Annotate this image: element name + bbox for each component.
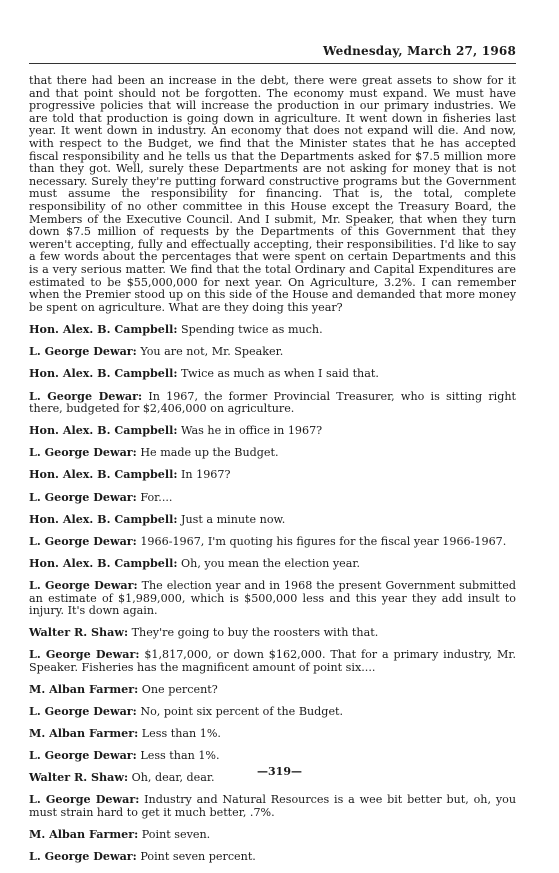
speaker-name: M. Alban Farmer: bbox=[29, 828, 139, 842]
speech-paragraph bbox=[29, 829, 516, 842]
speech-text: Spending twice as much. bbox=[181, 323, 323, 337]
speech-paragraph bbox=[29, 492, 516, 505]
speech-text: Less than 1%. bbox=[141, 727, 221, 741]
page-number: —319— bbox=[257, 765, 302, 778]
speaker-name: Hon. Alex. B. Campbell: bbox=[29, 424, 178, 438]
speaker-name: Walter R. Shaw: bbox=[29, 771, 129, 785]
speech-text: Industry and Natural Resources is a wee bit better but, oh, you must strain hard to get it much better, .7%. bbox=[29, 793, 517, 820]
speech-text: Point seven percent. bbox=[140, 850, 256, 864]
speaker-name: Hon. Alex. B. Campbell: bbox=[29, 556, 178, 570]
speaker-name: Hon. Alex. B. Campbell: bbox=[29, 468, 178, 482]
speech-text: 1966-1967, I'm quoting his figures for the fiscal year 1966-1967. bbox=[140, 534, 507, 548]
speech-paragraph bbox=[29, 391, 516, 416]
speech-paragraph bbox=[29, 536, 516, 549]
speech-text: In 1967? bbox=[181, 468, 231, 482]
running-header-date: Wednesday, March 27, 1968 bbox=[322, 44, 516, 58]
speech-text: Oh, you mean the election year. bbox=[181, 556, 361, 570]
transcript-body bbox=[29, 75, 516, 873]
speech-text: They're going to buy the roosters with that. bbox=[131, 626, 379, 640]
speech-text: Point seven. bbox=[141, 828, 211, 842]
opening-paragraph: that there had been an increase in the debt, there were great assets to show for it and that point should not be forgotten. The economy must expand. We must have progressive policies that will increase the production in our primary industries. We are told that production is going down in agriculture. It went down in fisheries last year. It went down in industry. An economy that does not expand will die. And now, with respect to the Budget, we find that the Minister states that he has accepted fiscal responsibility and he tells us that the Departments asked for $7.5 million more than they got. Well, surely these Departments are not asking for money that is not necessary. Surely they're putting forward constructive programs but the Government must assume the responsibility for financing. That is, the total, complete responsibility of no other committee in this House except the Treasury Board, the Members of the Executive Council. And I submit, Mr. Speaker, that when they turn down $7.5 million of requests by the Departments of this Government that they weren't accepting, fully and effectually accepting, their responsibilities. I'd like to say a few words about the percentages that were spent on certain Departments and this is a very serious matter. We find that the total Ordinary and Capital Expenditures are estimated to be $55,000,000 for next year. On Agriculture, 3.2%. I can remember when the Premier stood up on this side of the House and demanded that more money be spent on agriculture. What are they doing this year? bbox=[29, 74, 516, 314]
speaker-name: Hon. Alex. B. Campbell: bbox=[29, 512, 178, 526]
speech-paragraph bbox=[29, 514, 516, 527]
exchange-list bbox=[29, 324, 516, 864]
speech-text: The election year and in 1968 the present Government submitted an estimate of $1,989,000, which is $500,000 less and this year they add insult to injury. It's down again. bbox=[29, 578, 516, 618]
speech-paragraph bbox=[29, 649, 516, 674]
speech-text: Twice as much as when I said that. bbox=[181, 367, 379, 381]
speech-paragraph bbox=[29, 750, 516, 763]
speech-paragraph bbox=[29, 324, 516, 337]
speech-paragraph bbox=[29, 447, 516, 460]
speech-text: Oh, dear, dear. bbox=[131, 771, 215, 785]
speaker-name: M. Alban Farmer: bbox=[29, 682, 139, 696]
speech-paragraph bbox=[29, 851, 516, 864]
speaker-name: L. George Dewar: bbox=[29, 446, 137, 460]
speech-text: No, point six percent of the Budget. bbox=[140, 705, 344, 719]
speaker-name: Walter R. Shaw: bbox=[29, 626, 129, 640]
speaker-name: Hon. Alex. B. Campbell: bbox=[29, 323, 178, 337]
speaker-name: L. George Dewar: bbox=[29, 648, 140, 662]
speaker-name: L. George Dewar: bbox=[29, 793, 140, 807]
speech-paragraph bbox=[29, 558, 516, 571]
speech-paragraph bbox=[29, 425, 516, 438]
speech-paragraph bbox=[29, 728, 516, 741]
speech-paragraph bbox=[29, 684, 516, 697]
speech-text: In 1967, the former Provincial Treasurer, who is sitting right there, budgeted for $2,406,000 on agriculture. bbox=[29, 389, 516, 416]
speaker-name: L. George Dewar: bbox=[29, 389, 143, 403]
speech-paragraph bbox=[29, 794, 516, 819]
speech-paragraph bbox=[29, 580, 516, 618]
speaker-name: Hon. Alex. B. Campbell: bbox=[29, 367, 178, 381]
speaker-name: L. George Dewar: bbox=[29, 705, 137, 719]
speech-text: You are not, Mr. Speaker. bbox=[140, 345, 284, 359]
speech-text: For.... bbox=[140, 490, 173, 504]
speaker-name: L. George Dewar: bbox=[29, 534, 137, 548]
header-rule bbox=[29, 63, 516, 64]
speech-paragraph bbox=[29, 346, 516, 359]
speech-paragraph bbox=[29, 627, 516, 640]
speaker-name: L. George Dewar: bbox=[29, 490, 137, 504]
speech-paragraph bbox=[29, 469, 516, 482]
speech-paragraph bbox=[29, 368, 516, 381]
speech-text: Less than 1%. bbox=[140, 749, 220, 763]
speech-text: One percent? bbox=[141, 682, 218, 696]
speech-text: $1,817,000, or down $162,000. That for a primary industry, Mr. Speaker. Fisheries has the magnificent amount of point six.... bbox=[29, 648, 517, 674]
speaker-name: L. George Dewar: bbox=[29, 749, 137, 763]
speaker-name: L. George Dewar: bbox=[29, 850, 137, 864]
speech-paragraph bbox=[29, 706, 516, 719]
speaker-name: L. George Dewar: bbox=[29, 578, 138, 592]
speaker-name: L. George Dewar: bbox=[29, 345, 137, 359]
speaker-name: M. Alban Farmer: bbox=[29, 727, 139, 741]
speech-text: He made up the Budget. bbox=[140, 446, 279, 460]
speech-text: Just a minute now. bbox=[181, 512, 286, 526]
speech-text: Was he in office in 1967? bbox=[181, 424, 323, 438]
